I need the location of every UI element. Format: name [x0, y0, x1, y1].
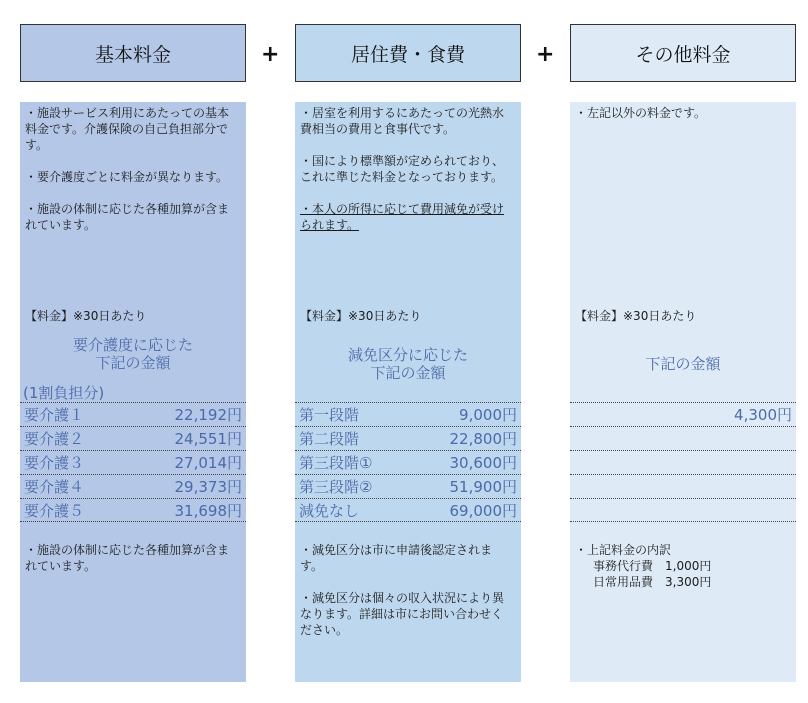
- care-level-price-table: [20, 402, 246, 522]
- header-basic-fee: 基本料金: [20, 24, 246, 82]
- row-label: 要介護４: [24, 478, 85, 496]
- other-fee-breakdown: [575, 542, 790, 590]
- residence-meal-column: [295, 102, 521, 682]
- row-value: 29,373円: [174, 478, 242, 496]
- row-label: 第一段階: [299, 406, 360, 424]
- basic-fee-description: [25, 105, 240, 249]
- subtitle-line: 減免区分に応じた: [347, 346, 468, 364]
- row-label: 第二段階: [299, 430, 360, 448]
- price-subtitle: [295, 346, 521, 382]
- desc-paragraph: ・施設の体制に応じた各種加算が含まれています。: [25, 202, 230, 232]
- row-value: 24,551円: [174, 430, 242, 448]
- price-label: 【料金】※30日あたり: [575, 309, 697, 323]
- desc-paragraph: ・左記以外の料金です。: [575, 106, 707, 120]
- subtitle-line: 下記の金額: [95, 354, 171, 372]
- row-label: 要介護５: [24, 501, 85, 520]
- table-row: [295, 474, 521, 498]
- header-other-fee: その他料金: [570, 24, 796, 82]
- price-subtitle: [570, 355, 796, 373]
- table-row: [570, 450, 796, 474]
- plus-sign-1: +: [261, 42, 280, 67]
- underlined-text: ・本人の所得に応じて費用減免が受けられます。: [300, 202, 505, 232]
- price-subtitle: [20, 336, 246, 372]
- table-row: [295, 450, 521, 474]
- residence-meal-description: [300, 105, 515, 249]
- footnote-paragraph: ・施設の体制に応じた各種加算が含まれています。: [25, 543, 230, 573]
- table-row: [20, 474, 246, 498]
- subtitle-line: 下記の金額: [645, 355, 721, 373]
- header-residence-meal-fee: 居住費・食費: [295, 24, 521, 82]
- row-value: 22,192円: [174, 406, 242, 424]
- copay-note: (1割負担分): [23, 384, 105, 402]
- row-label: 第三段階②: [299, 478, 373, 496]
- plus-sign-2: +: [536, 42, 555, 67]
- price-label: 【料金】※30日あたり: [25, 309, 147, 323]
- residence-meal-footnote: [300, 542, 515, 654]
- row-value: 27,014円: [174, 454, 242, 472]
- table-row: [570, 474, 796, 498]
- table-row: [20, 498, 246, 522]
- table-row: [295, 402, 521, 426]
- desc-paragraph: [300, 201, 515, 233]
- row-value: 51,900円: [449, 478, 517, 496]
- reduction-tier-price-table: [295, 402, 521, 522]
- row-value: 9,000円: [459, 406, 517, 424]
- subtitle-line: 要介護度に応じた: [72, 336, 193, 354]
- desc-paragraph: ・施設サービス利用にあたっての基本料金です。介護保険の自己負担部分です。: [25, 106, 230, 152]
- row-label: 第三段階①: [299, 454, 373, 472]
- breakdown-item: 事務代行費 1,000円: [593, 559, 712, 573]
- row-value: 30,600円: [449, 454, 517, 472]
- table-row: [20, 450, 246, 474]
- breakdown-title: ・上記料金の内訳: [575, 543, 672, 557]
- row-label: 要介護２: [24, 430, 85, 448]
- basic-fee-column: [20, 102, 246, 682]
- desc-paragraph: ・居室を利用するにあたっての光熱水費相当の費用と食事代です。: [300, 106, 505, 136]
- desc-paragraph: ・国により標準額が定められており、これに準じた料金となっております。: [300, 154, 505, 184]
- price-label: 【料金】※30日あたり: [300, 309, 422, 323]
- table-row: [570, 402, 796, 426]
- footnote-paragraph: ・減免区分は市に申請後認定されます。: [300, 543, 493, 573]
- table-row: [295, 498, 521, 522]
- row-label: 減免なし: [299, 501, 360, 520]
- row-label: 要介護１: [24, 406, 85, 424]
- table-row: [570, 498, 796, 522]
- table-row: [295, 426, 521, 450]
- other-fee-description: [575, 105, 790, 137]
- basic-fee-footnote: [25, 542, 240, 590]
- other-fee-column: [570, 102, 796, 682]
- table-row: [20, 426, 246, 450]
- desc-paragraph: ・要介護度ごとに料金が異なります。: [25, 170, 229, 184]
- other-fee-price-table: [570, 402, 796, 522]
- table-row: [20, 402, 246, 426]
- breakdown-item: 日常用品費 3,300円: [593, 575, 712, 589]
- row-value: 22,800円: [449, 430, 517, 448]
- row-value: 31,698円: [174, 501, 242, 520]
- row-label: 要介護３: [24, 454, 85, 472]
- footnote-paragraph: ・減免区分は個々の収入状況により異なります。詳細は市にお問い合わせください。: [300, 591, 505, 637]
- subtitle-line: 下記の金額: [370, 364, 446, 382]
- row-value: 4,300円: [734, 406, 792, 424]
- row-value: 69,000円: [449, 501, 517, 520]
- table-row: [570, 426, 796, 450]
